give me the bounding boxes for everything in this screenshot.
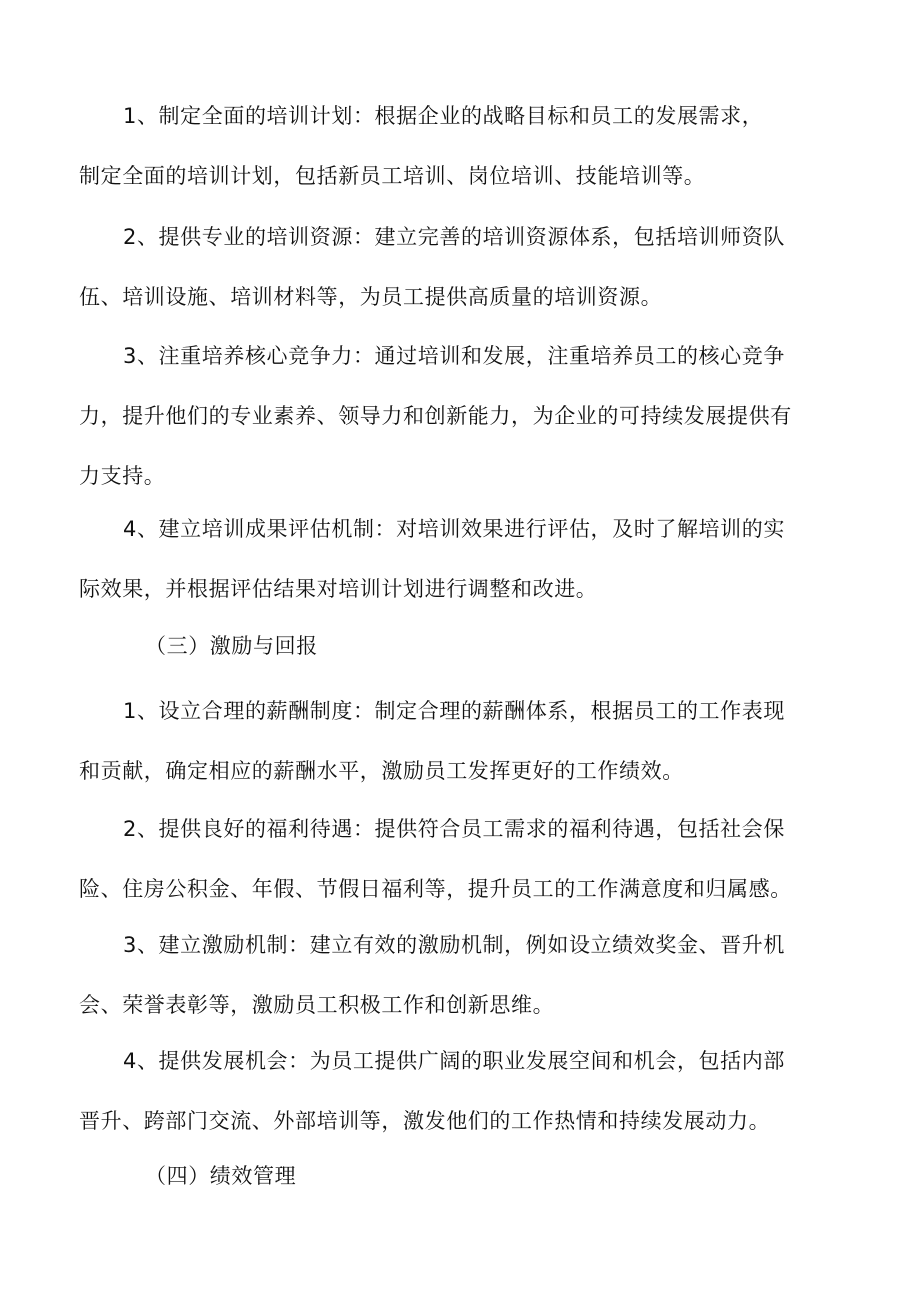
paragraph-core-competence [79, 326, 859, 506]
paragraph-training-evaluation [79, 499, 859, 619]
text-line: 力，提升他们的专业素养、领导力和创新能力，为企业的可持续发展提供有 [79, 404, 792, 428]
text-line: 1、制定全面的培训计划：根据企业的战略目标和员工的发展需求， [123, 104, 764, 128]
text-line: 险、住房公积金、年假、节假日福利等，提升员工的工作满意度和归属感。 [79, 877, 792, 901]
text-line: 3、注重培养核心竞争力：通过培训和发展，注重培养员工的核心竞争 [123, 344, 785, 368]
paragraph-training-plan [79, 86, 859, 206]
paragraph-salary-system [79, 681, 859, 801]
section-heading: （三）激励与回报 [145, 634, 318, 658]
text-line: 4、提供发展机会：为员工提供广阔的职业发展空间和机会，包括内部 [123, 1049, 785, 1073]
paragraph-development-opportunities [79, 1031, 859, 1151]
text-line: 3、建立激励机制：建立有效的激励机制，例如设立绩效奖金、晋升机 [123, 933, 785, 957]
text-line: 和贡献，确定相应的薪酬水平，激励员工发挥更好的工作绩效。 [79, 759, 684, 783]
section-heading-incentives [79, 616, 859, 676]
paragraph-incentive-mechanism [79, 915, 859, 1035]
text-line: 会、荣誉表彰等，激励员工积极工作和创新思维。 [79, 993, 555, 1017]
text-line: 际效果，并根据评估结果对培训计划进行调整和改进。 [79, 577, 598, 601]
section-heading-performance [79, 1146, 859, 1206]
text-line: 力支持。 [79, 464, 166, 488]
text-line: 4、建立培训成果评估机制：对培训效果进行评估，及时了解培训的实 [123, 517, 785, 541]
text-line: 2、提供良好的福利待遇：提供符合员工需求的福利待遇，包括社会保 [123, 817, 785, 841]
text-line: 晋升、跨部门交流、外部培训等，激发他们的工作热情和持续发展动力。 [79, 1109, 771, 1133]
section-heading: （四）绩效管理 [145, 1164, 297, 1188]
text-line: 2、提供专业的培训资源：建立完善的培训资源体系，包括培训师资队 [123, 225, 785, 249]
paragraph-benefits [79, 799, 859, 919]
text-line: 1、设立合理的薪酬制度：制定合理的薪酬体系，根据员工的工作表现 [123, 699, 785, 723]
text-line: 伍、培训设施、培训材料等，为员工提供高质量的培训资源。 [79, 285, 663, 309]
paragraph-training-resources [79, 207, 859, 327]
text-line: 制定全面的培训计划，包括新员工培训、岗位培训、技能培训等。 [79, 164, 706, 188]
